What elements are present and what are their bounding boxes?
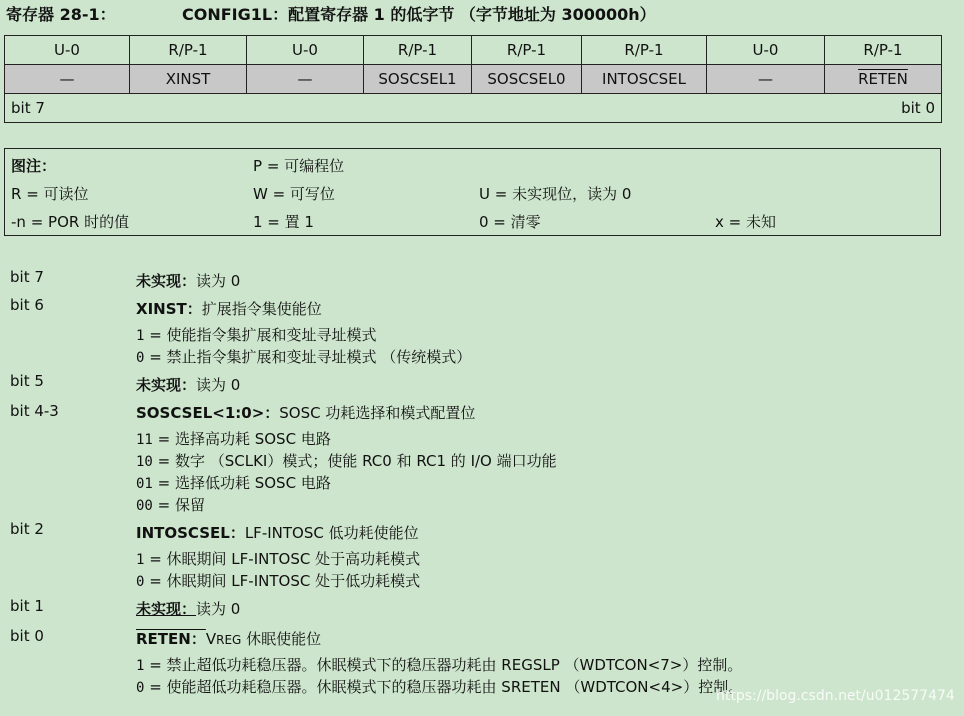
reten-overline-label: RETEN — [858, 70, 908, 88]
bit0-opt1: 1 = 禁止超低功耗稳压器。休眠模式下的稳压器功耗由 REGSLP （WDTCON<7>）控制。 — [136, 656, 743, 674]
bit7-field — [136, 270, 240, 291]
bit6-opt1: 1 = 使能指令集扩展和变址寻址模式 — [136, 326, 377, 344]
bit0-desc-v: V — [205, 630, 217, 648]
bit1-field — [136, 598, 240, 619]
bit2-label: bit 2 — [10, 520, 44, 538]
access-bit7: U-0 — [5, 36, 130, 65]
bit5-label: bit 5 — [10, 372, 44, 390]
bit0-desc: 休眠使能位 — [241, 630, 322, 648]
bit1-desc: 读为 0 — [196, 600, 241, 618]
register-title — [6, 2, 656, 26]
access-bit5: U-0 — [247, 36, 364, 65]
name-bit0 — [825, 65, 942, 94]
bit-low-label: bit 0 — [901, 99, 935, 117]
name-bit3: SOSCSEL0 — [472, 65, 582, 94]
watermark-text: https://blog.csdn.net/u012577474 — [716, 688, 955, 704]
access-bit3: R/P-1 — [472, 36, 582, 65]
bit43-field — [136, 402, 475, 423]
bit5-name: 未实现： — [136, 376, 197, 394]
bit6-desc: 扩展指令集使能位 — [201, 300, 322, 318]
bit6-name: XINST： — [136, 300, 202, 318]
legend-u: U = 未实现位，读为 0 — [479, 185, 632, 203]
name-bit2: INTOSCSEL — [582, 65, 707, 94]
bit0-field — [136, 628, 321, 649]
bit1-name: 未实现： — [136, 600, 197, 618]
name-bit5: — — [247, 65, 364, 94]
access-bit4: R/P-1 — [364, 36, 472, 65]
bit6-label: bit 6 — [10, 296, 44, 314]
bit0-desc-reg: REG — [216, 633, 242, 647]
bit5-field — [136, 374, 240, 395]
access-bit6: R/P-1 — [130, 36, 247, 65]
access-bit2: R/P-1 — [582, 36, 707, 65]
name-bit4: SOSCSEL1 — [364, 65, 472, 94]
bit7-label: bit 7 — [10, 268, 44, 286]
bit-order-cell — [5, 94, 942, 123]
bit0-opt0: 0 = 使能超低功耗稳压器。休眠模式下的稳压器功耗由 SRETEN （WDTCON<4>）控制。 — [136, 678, 744, 696]
bit6-field — [136, 298, 322, 319]
bit2-field — [136, 522, 419, 543]
bit2-opt1: 1 = 休眠期间 LF-INTOSC 处于高功耗模式 — [136, 550, 421, 568]
names-row — [5, 65, 942, 94]
access-row — [5, 36, 942, 65]
name-bit7: — — [5, 65, 130, 94]
bit43-opt10: 10 = 数字 （SCLKI）模式；使能 RC0 和 RC1 的 I/O 端口功能 — [136, 452, 557, 470]
bit43-name: SOSCSEL<1:0>： — [136, 404, 280, 422]
register-bit-table — [4, 35, 942, 123]
bit7-desc: 读为 0 — [196, 272, 241, 290]
bit5-desc: 读为 0 — [196, 376, 241, 394]
bit43-opt00: 00 = 保留 — [136, 496, 205, 514]
bit43-label: bit 4-3 — [10, 402, 59, 420]
legend-x: x = 未知 — [715, 213, 776, 231]
access-bit1: U-0 — [707, 36, 825, 65]
access-bit0: R/P-1 — [825, 36, 942, 65]
register-title-text: CONFIG1L：配置寄存器 1 的低字节 （字节地址为 300000h） — [182, 5, 656, 24]
legend-zero: 0 = 清零 — [479, 213, 541, 231]
bit1-label: bit 1 — [10, 597, 44, 615]
bit0-label: bit 0 — [10, 627, 44, 645]
legend-w: W = 可写位 — [253, 185, 335, 203]
legend-r: R = 可读位 — [11, 185, 89, 203]
legend-p: P = 可编程位 — [253, 157, 345, 175]
bit6-opt0: 0 = 禁止指令集扩展和变址寻址模式 （传统模式） — [136, 348, 472, 366]
bit43-desc: SOSC 功耗选择和模式配置位 — [279, 404, 476, 422]
bit-order-row — [5, 94, 942, 123]
bit0-name: RETEN： — [136, 630, 206, 648]
bit43-opt11: 11 = 选择高功耗 SOSC 电路 — [136, 430, 331, 448]
bit43-opt01: 01 = 选择低功耗 SOSC 电路 — [136, 474, 331, 492]
bit2-opt0: 0 = 休眠期间 LF-INTOSC 处于低功耗模式 — [136, 572, 421, 590]
name-bit1: — — [707, 65, 825, 94]
register-number: 寄存器 28-1： — [6, 5, 116, 24]
legend-one: 1 = 置 1 — [253, 213, 314, 231]
legend-n: -n = POR 时的值 — [11, 213, 130, 231]
name-bit6: XINST — [130, 65, 247, 94]
bit7-name: 未实现： — [136, 272, 197, 290]
bit-high-label: bit 7 — [11, 99, 45, 117]
legend-header: 图注： — [11, 157, 57, 175]
bit2-name: INTOSCSEL： — [136, 524, 245, 542]
legend-box — [4, 148, 941, 236]
bit2-desc: LF-INTOSC 低功耗使能位 — [244, 524, 419, 542]
